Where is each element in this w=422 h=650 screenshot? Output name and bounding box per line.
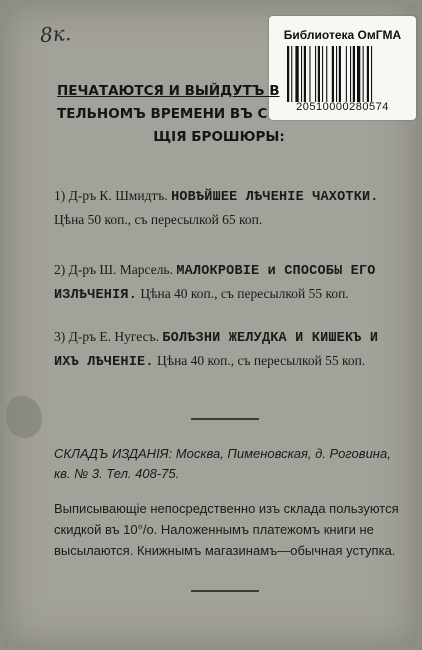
brochure-entry [54, 185, 384, 231]
entry-author: Д-ръ Е. Нугесъ. [68, 329, 159, 344]
entry-author: Д-ръ Ш. Марсель. [68, 262, 173, 277]
entry-number: 2) [54, 262, 66, 277]
entry-price: Цѣна 40 коп., съ пересылкой 55 коп. [157, 353, 366, 368]
entry-title: НОВѢЙШЕЕ ЛѢЧЕНІЕ ЧАХОТКИ. [171, 190, 379, 205]
book-back-cover [4, 4, 416, 646]
entry-price: Цѣна 50 коп., съ пересылкой 65 коп. [54, 212, 263, 227]
handwritten-note: 8к. [39, 20, 72, 48]
entry-title: БОЛѢЗНИ ЖЕЛУДКА И КИШЕКЪ И ИХЪ ЛѢЧЕНІЕ. [54, 331, 379, 370]
warehouse-address: СКЛАДЪ ИЗДАНІЯ: Москва, Пименовская, д. Роговина, кв. № 3. Тел. 408-75. [54, 446, 391, 481]
divider [191, 418, 259, 420]
ordering-notice: Выписывающіе непосредственно изъ склада пользуются скидкой въ 10°/о. Наложеннымъ платежомъ книги не высылаются. Книжнымъ магазинамъ—обычная уступка. [54, 501, 399, 558]
brochure-entry [54, 259, 384, 307]
library-name: Библиотека ОмГМА [283, 28, 402, 42]
announcement-heading [54, 80, 384, 149]
heading-line-3: ЩІЯ БРОШЮРЫ: [153, 129, 285, 145]
entry-price: Цѣна 40 коп., съ пересылкой 55 коп. [140, 286, 349, 301]
barcode-number: 20510000280574 [296, 101, 389, 113]
torn-edge [6, 396, 42, 438]
entry-author: Д-ръ К. Шмидтъ. [68, 188, 168, 203]
heading-line-2: ТЕЛЬНОМЪ ВРЕМЕНИ ВЪ С [57, 106, 268, 122]
entry-title: МАЛОКРОВІЕ и СПОСОБЫ ЕГО ИЗЛѢЧЕНІЯ. [54, 264, 376, 303]
entry-number: 3) [54, 329, 66, 344]
entry-number: 1) [54, 188, 66, 203]
brochure-entry [54, 326, 384, 374]
heading-line-1: ПЕЧАТАЮТСЯ И ВЫЙДУТЪ В [57, 83, 280, 99]
divider [191, 590, 259, 592]
